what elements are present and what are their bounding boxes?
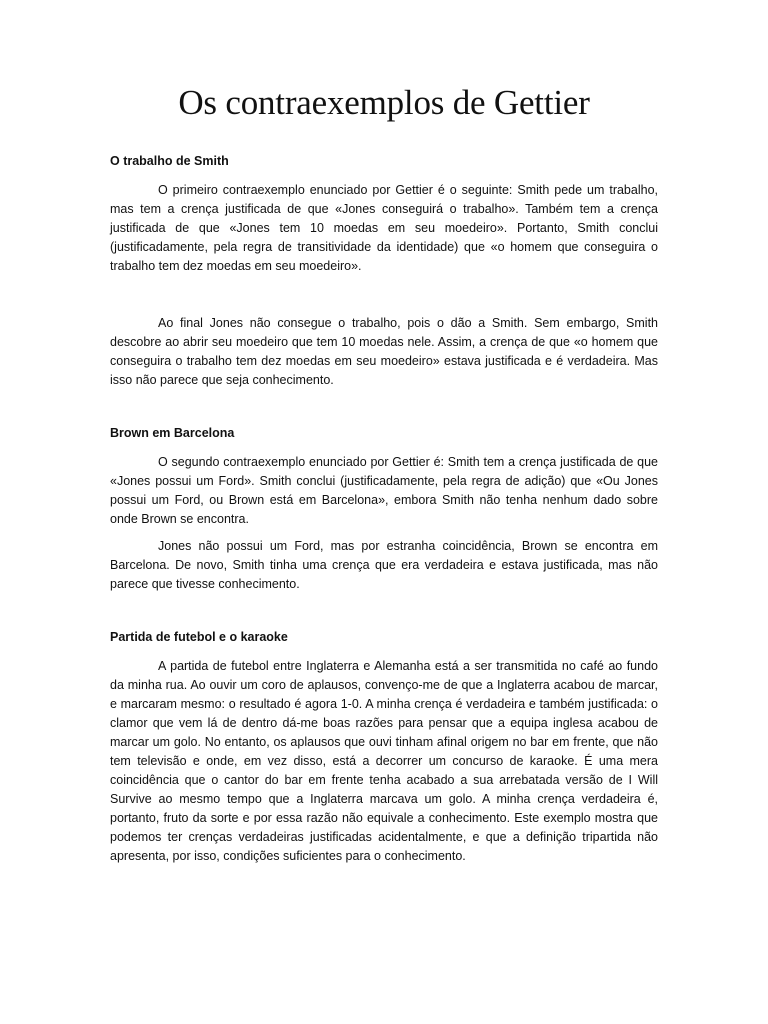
section-heading-futebol-karaoke: Partida de futebol e o karaoke: [110, 630, 288, 644]
section-heading-trabalho-smith: O trabalho de Smith: [110, 154, 229, 168]
paragraph-brown-barcelona-1: O segundo contraexemplo enunciado por Gettier é: Smith tem a crença justificada de que «Jones possui um Ford». Smith conclui (justificadamente, pela regra de adição) que «Ou Jones possui um Ford, ou Brown está em Barcelona», embora Smith não tenha nenhum dado sobre onde Brown se encontra.: [110, 455, 658, 526]
document-title: Os contraexemplos de Gettier: [178, 83, 590, 122]
section-spacer: [110, 398, 658, 424]
paragraph-trabalho-smith-1: O primeiro contraexemplo enunciado por Gettier é o seguinte: Smith pede um trabalho, mas tem a crença justificada de que «Jones conseguirá o trabalho». Também tem a crença justificada de que «Jones tem 10 moedas em seu moedeiro». Portanto, Smith conclui (justificadamente, pela regra de transitividade da identidade) que «o homem que conseguira o trabalho tem dez moedas em seu moedeiro».: [110, 183, 658, 273]
paragraph-brown-barcelona-2: Jones não possui um Ford, mas por estranha coincidência, Brown se encontra em Barcelona. De novo, Smith tinha uma crença que era verdadeira e estava justificada, mas não parece que tivesse conhecimento.: [110, 539, 658, 591]
paragraph-spacer: [110, 284, 658, 314]
section-heading-brown-barcelona: Brown em Barcelona: [110, 426, 235, 440]
section-spacer: [110, 602, 658, 628]
paragraph-futebol-karaoke-1: A partida de futebol entre Inglaterra e Alemanha está a ser transmitida no café ao fundo da minha rua. Ao ouvir um coro de aplausos, convenço-me de que a Inglaterra acabou de marcar, e marcaram mesmo: o resultado é agora 1-0. A minha crença é verdadeira e também justificada: o clamor que vem lá de dentro dá-me boas razões para pensar que a equipa inglesa acabou de marcar um golo. No entanto, os aplausos que ouvi tinham afinal origem no bar em frente, que não tem televisão e onde, em vez disso, está a decorrer um concurso de karaoke. É uma mera coincidência que o cantor do bar em frente tenha acabado a sua arrebatada versão de I Will Survive ao mesmo tempo que a Inglaterra marcava um golo. A minha crença verdadeira é, portanto, fruto da sorte e por essa razão não equivale a conhecimento. Este exemplo mostra que podemos ter crenças verdadeiras justificadas acidentalmente, e que a definição tripartida não apresenta, por isso, condições suficientes para o conhecimento.: [110, 659, 658, 863]
paragraph-trabalho-smith-2: Ao final Jones não consegue o trabalho, pois o dão a Smith. Sem embargo, Smith descobre ao abrir seu moedeiro que tem 10 moedas nele. Assim, a crença de que «o homem que conseguira o trabalho tem dez moedas em seu moedeiro» estava justificada e é verdadeira. Mas isso não parece que seja conhecimento.: [110, 316, 658, 387]
